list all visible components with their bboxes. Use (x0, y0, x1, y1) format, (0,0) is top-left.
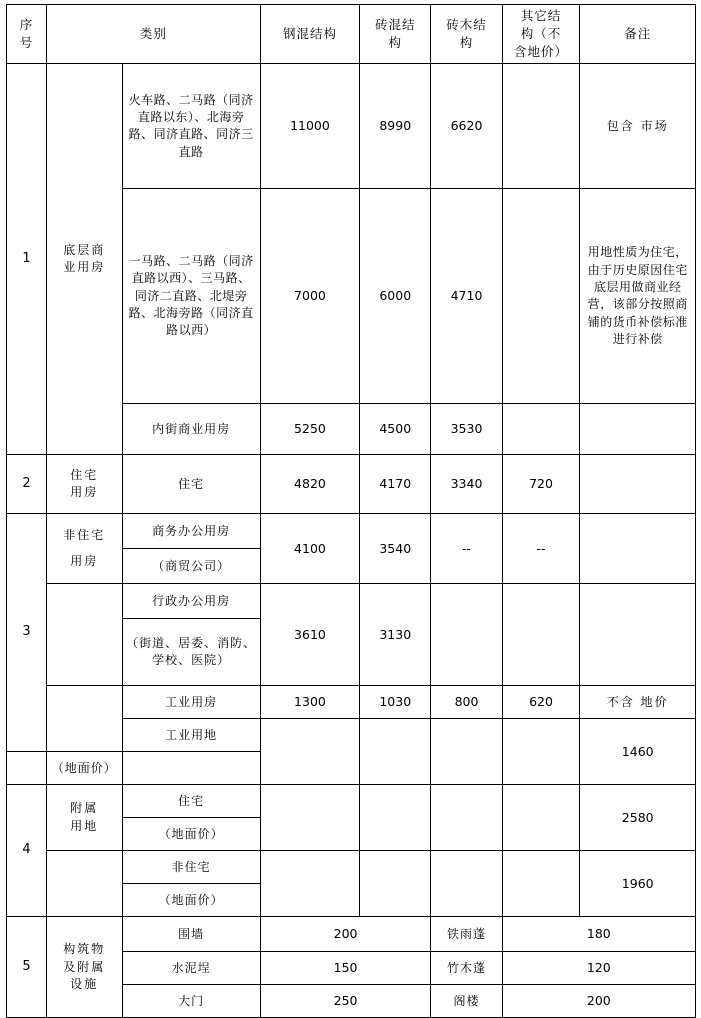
header-index-line2: 号 (19, 35, 34, 51)
row-index-3: 3 (7, 514, 47, 752)
table-row (7, 514, 696, 549)
value-group4-sub1-brick-concrete (360, 785, 431, 851)
header-brick-concrete (360, 5, 431, 64)
header-brick-wood-line2: 构 (459, 35, 474, 51)
header-brick-concrete-line2: 构 (388, 35, 403, 51)
value-group1-sub2-other (502, 189, 580, 404)
value-group1-sub3-brick-concrete: 4500 (360, 404, 431, 455)
value-group1-sub3-other (502, 404, 580, 455)
table-row (7, 64, 696, 189)
value-group5-sub2-a: 150 (260, 952, 431, 985)
value-group1-sub1-steel: 11000 (260, 64, 359, 189)
value-group2-sub1-steel: 4820 (260, 455, 359, 514)
row-index-1: 1 (7, 64, 47, 455)
value-group4-sub1-other (502, 785, 580, 851)
category-non-residential-line1: 非住宅 (63, 528, 106, 543)
value-group3-sub3-brick-concrete: 1030 (360, 686, 431, 719)
value-group4-sub2-other (502, 851, 580, 917)
category-residential (46, 455, 122, 514)
category-ground-floor-commercial (46, 64, 122, 455)
category-structures-line3: 设施 (70, 977, 99, 992)
location-group5-sub3-b: 阁楼 (431, 985, 502, 1018)
header-other-line1: 其它结 (520, 8, 562, 23)
row-index-4: 4 (7, 785, 47, 917)
location-group1-sub1: 火车路、二马路（同济直路以东）、北海旁路、同济直路、同济三直路 (122, 64, 260, 189)
row-index-5: 5 (7, 917, 47, 1018)
remark-group3-sub3: 不含 地价 (580, 686, 696, 719)
category-residential-line2: 用房 (70, 485, 99, 500)
value-group3-sub3-other: 620 (502, 686, 580, 719)
value-group3-sub2-other (502, 584, 580, 686)
location-group1-sub3: 内街商业用房 (122, 404, 260, 455)
value-group5-sub2-b: 120 (502, 952, 695, 985)
value-group3-sub3-brick-wood: 800 (431, 686, 502, 719)
value-group4-sub2-brick-wood (431, 851, 502, 917)
header-brick-concrete-line1: 砖混结 (375, 17, 416, 33)
value-group4-sub1-brick-wood (431, 785, 502, 851)
header-steel-concrete: 钢混结构 (260, 5, 359, 64)
category-non-residential (46, 514, 122, 584)
remark-group3-sub1 (580, 514, 696, 584)
remark-group1-sub2: 用地性质为住宅，由于历史原因住宅底层用做商业经营，该部分按照商铺的货币补偿标准进行补偿 (580, 189, 696, 404)
category-non-residential-continuation-2 (46, 686, 122, 752)
compensation-standards-table (6, 4, 696, 1018)
value-group1-sub1-brick-wood: 6620 (431, 64, 502, 189)
header-category: 类别 (46, 5, 260, 64)
value-group1-sub2-brick-concrete: 6000 (360, 189, 431, 404)
value-group5-sub3-b: 200 (502, 985, 695, 1018)
location-group4-sub1-line1: 住宅 (122, 785, 260, 818)
location-group4-sub2-line2: （地面价） (122, 884, 260, 917)
value-group3-sub4-steel (260, 719, 359, 785)
category-attached-land-continuation (46, 851, 122, 917)
remark-group2-sub1 (580, 455, 696, 514)
category-attached-land-line2: 用地 (70, 818, 99, 833)
location-group4-sub2-line1: 非住宅 (122, 851, 260, 884)
value-group3-sub4-brick-wood (431, 719, 502, 785)
value-group3-sub4-brick-concrete (360, 719, 431, 785)
value-group5-sub1-a: 200 (260, 917, 431, 952)
header-other-line2: 构（不 (520, 26, 562, 42)
location-group3-sub1-line1: 商务办公用房 (122, 514, 260, 549)
remark-group3-sub4: 1460 (580, 719, 696, 785)
category-attached-land (46, 785, 122, 851)
location-group5-sub2-b: 竹木蓬 (431, 952, 502, 985)
location-group2-sub1: 住宅 (122, 455, 260, 514)
location-group1-sub2: 一马路、二马路（同济直路以西）、三马路、同济二直路、北堤旁路、北海旁路（同济直路以西） (122, 189, 260, 404)
value-group1-sub1-brick-concrete: 8990 (360, 64, 431, 189)
location-group3-sub2-line1: 行政办公用房 (122, 584, 260, 619)
location-group3-sub1-line2: （商贸公司） (122, 549, 260, 584)
value-group3-sub2-steel: 3610 (260, 584, 359, 686)
category-attached-land-line1: 附属 (70, 801, 99, 816)
header-remark: 备注 (580, 5, 696, 64)
table-row (7, 851, 696, 884)
header-index-line1: 序 (19, 17, 34, 33)
category-non-residential-gap (50, 545, 119, 553)
value-group3-sub1-brick-wood: -- (431, 514, 502, 584)
header-brick-wood (431, 5, 502, 64)
category-non-residential-continuation-3 (7, 752, 47, 785)
value-group4-sub1-steel (260, 785, 359, 851)
category-structures-line2: 及附属 (63, 959, 106, 974)
remark-group1-sub3 (580, 404, 696, 455)
compensation-table-page (0, 4, 701, 1009)
location-group5-sub2-a: 水泥埕 (122, 952, 260, 985)
table-row (7, 785, 696, 818)
category-ground-floor-commercial-line1: 底层商 (63, 242, 106, 257)
header-other-line3: 含地价） (514, 44, 569, 60)
location-group5-sub3-a: 大门 (122, 985, 260, 1018)
location-group4-sub1-line2: （地面价） (122, 818, 260, 851)
value-group2-sub1-brick-wood: 3340 (431, 455, 502, 514)
value-group5-sub1-b: 180 (502, 917, 695, 952)
header-index (7, 5, 47, 64)
header-other-structure (502, 5, 580, 64)
remark-group1-sub1: 包含 市场 (580, 64, 696, 189)
value-group5-sub3-a: 250 (260, 985, 431, 1018)
location-group3-sub4-line1: 工业用地 (122, 719, 260, 752)
table-row (7, 917, 696, 952)
row-index-2: 2 (7, 455, 47, 514)
remark-group3-sub2 (580, 584, 696, 686)
value-group1-sub2-brick-wood: 4710 (431, 189, 502, 404)
category-non-residential-continuation (46, 584, 122, 686)
value-group3-sub3-steel: 1300 (260, 686, 359, 719)
remark-group4-sub1: 2580 (580, 785, 696, 851)
category-structures-line1: 构筑物 (63, 942, 106, 957)
value-group3-sub2-brick-concrete: 3130 (360, 584, 431, 686)
category-ground-floor-commercial-line2: 业用房 (63, 260, 106, 275)
location-group3-sub3: 工业用房 (122, 686, 260, 719)
table-header-row (7, 5, 696, 64)
remark-group4-sub2: 1960 (580, 851, 696, 917)
value-group4-sub2-steel (260, 851, 359, 917)
header-brick-wood-line1: 砖木结 (446, 17, 487, 33)
category-non-residential-line2: 用房 (70, 553, 99, 568)
value-group1-sub1-other (502, 64, 580, 189)
location-group5-sub1-a: 围墙 (122, 917, 260, 952)
table-row (7, 455, 696, 514)
location-group5-sub1-b: 铁雨蓬 (431, 917, 502, 952)
value-group2-sub1-brick-concrete: 4170 (360, 455, 431, 514)
value-group1-sub2-steel: 7000 (260, 189, 359, 404)
value-group1-sub3-steel: 5250 (260, 404, 359, 455)
value-group3-sub4-other (502, 719, 580, 785)
value-group3-sub1-brick-concrete: 3540 (360, 514, 431, 584)
table-row (7, 686, 696, 719)
table-row (7, 584, 696, 619)
value-group3-sub1-other: -- (502, 514, 580, 584)
location-group3-sub2-line2: （街道、居委、消防、学校、医院） (122, 619, 260, 686)
value-group3-sub1-steel: 4100 (260, 514, 359, 584)
value-group1-sub3-brick-wood: 3530 (431, 404, 502, 455)
value-group2-sub1-other: 720 (502, 455, 580, 514)
value-group3-sub2-brick-wood (431, 584, 502, 686)
value-group4-sub2-brick-concrete (360, 851, 431, 917)
category-structures (46, 917, 122, 1018)
category-residential-line1: 住宅 (70, 467, 99, 482)
location-group3-sub4-line2: （地面价） (46, 752, 122, 785)
